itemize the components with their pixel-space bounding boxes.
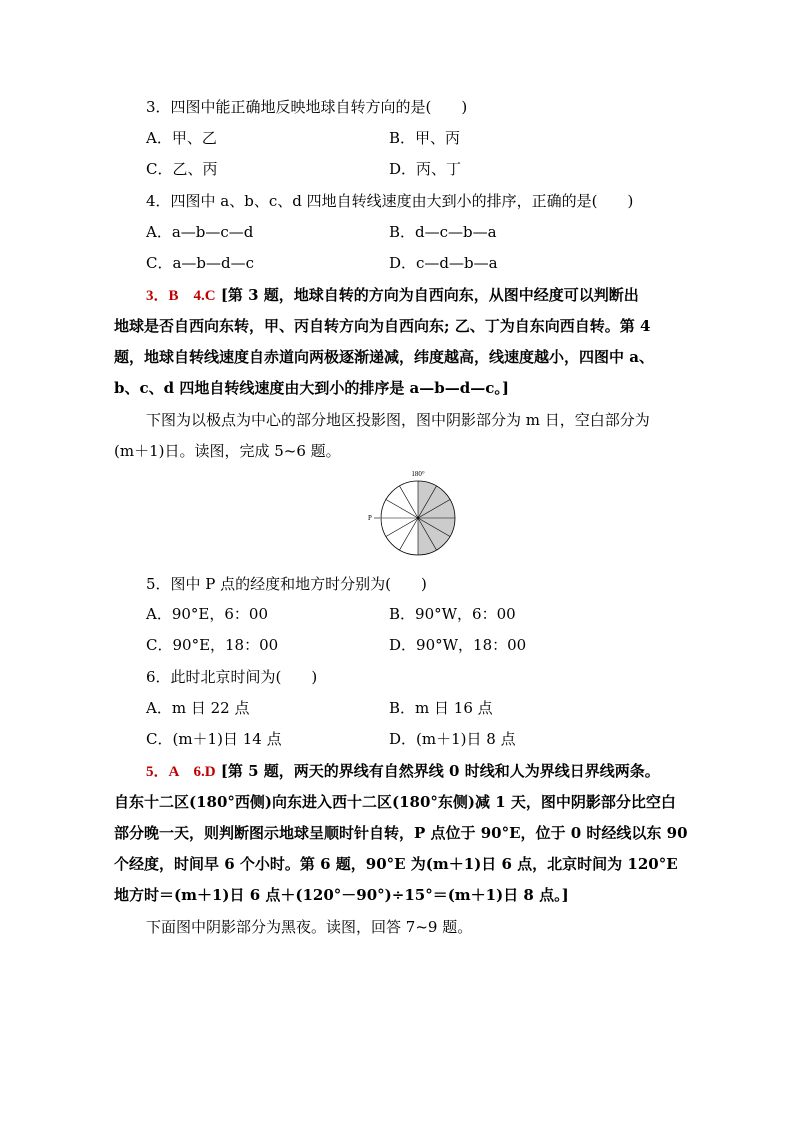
- q6-option-c: C．(m＋1)日 14 点: [146, 730, 282, 748]
- meridian-line: [386, 500, 418, 519]
- answer-5-6-line-5: 地方时＝(m＋1)日 6 点＋(120°－90°)÷15°＝(m＋1)日 8 点。]: [114, 886, 569, 904]
- meridian-line: [400, 486, 419, 518]
- answer-3-4-line-2: 地球是否自西向东转，甲、丙自转方向为自西向东; 乙、丁为自东向西自转。第 4: [114, 317, 651, 335]
- q6-stem: 6．此时北京时间为( ): [146, 668, 318, 686]
- polar-projection-figure: [360, 466, 460, 566]
- answer-explanation: [第 5 题，两天的界线有自然界线 0 时线和人为界线日界线两条。: [220, 762, 660, 780]
- q4-stem: 4．四图中 a、b、c、d 四地自转线速度由大到小的排序，正确的是( ): [146, 192, 634, 210]
- meridian-line: [386, 518, 418, 537]
- q3-option-c: C．乙、丙: [146, 160, 218, 178]
- q3-stem: 3．四图中能正确地反映地球自转方向的是( ): [146, 98, 468, 116]
- answer-key: 3．B 4.C: [146, 288, 216, 304]
- q3-option-b: B．甲、丙: [389, 129, 461, 147]
- answer-3-4-line-3: 题，地球自转线速度自赤道向两极逐渐递减，纬度越高，线速度越小，四图中 a、: [114, 348, 654, 366]
- q6-option-b: B．m 日 16 点: [389, 699, 493, 717]
- q5-stem: 5．图中 P 点的经度和地方时分别为( ): [146, 575, 427, 593]
- intro-5-6-line-2: (m＋1)日。读图，完成 5~6 题。: [114, 442, 341, 460]
- q4-option-a: A．a—b—c—d: [146, 223, 254, 241]
- meridian-line: [400, 518, 419, 550]
- q5-option-d: D．90°W，18：00: [389, 636, 527, 654]
- q4-option-b: B．d—c—b—a: [389, 223, 497, 241]
- q5-option-c: C．90°E，18：00: [146, 636, 279, 654]
- label-p: P: [368, 514, 372, 522]
- answer-key: 5．A 6.D: [146, 764, 216, 780]
- q3-option-d: D．丙、丁: [389, 160, 462, 178]
- label-180: 180°: [411, 470, 425, 478]
- answer-5-6-line-2: 自东十二区(180°西侧)向东进入西十二区(180°东侧)减 1 天，图中阴影部分比空白: [114, 793, 676, 811]
- q4-option-c: C．a—b—d—c: [146, 254, 255, 272]
- answer-5-6-line-1: [146, 761, 660, 782]
- q3-option-a: A．甲、乙: [146, 129, 217, 147]
- answer-explanation: [第 3 题，地球自转的方向为自西向东，从图中经度可以判断出: [220, 286, 639, 304]
- q5-option-b: B．90°W，6：00: [389, 605, 516, 623]
- answer-5-6-line-3: 部分晚一天，则判断图示地球呈顺时针自转，P 点位于 90°E，位于 0 时经线以东 90: [114, 824, 688, 842]
- q6-option-a: A．m 日 22 点: [146, 699, 250, 717]
- answer-3-4-line-4: b、c、d 四地自转线速度由大到小的排序是 a—b—d—c。]: [114, 379, 509, 397]
- q6-option-d: D．(m＋1)日 8 点: [389, 730, 516, 748]
- q5-option-a: A．90°E，6：00: [146, 605, 268, 623]
- answer-5-6-line-4: 个经度，时间早 6 个小时。第 6 题，90°E 为(m＋1)日 6 点，北京时间为 120°E: [114, 855, 678, 873]
- intro-5-6-line-1: 下图为以极点为中心的部分地区投影图，图中阴影部分为 m 日，空白部分为: [146, 411, 650, 429]
- intro-7-9: 下面图中阴影部分为黑夜。读图，回答 7~9 题。: [146, 918, 473, 936]
- q4-option-d: D．c—d—b—a: [389, 254, 498, 272]
- answer-3-4-line-1: [146, 285, 639, 306]
